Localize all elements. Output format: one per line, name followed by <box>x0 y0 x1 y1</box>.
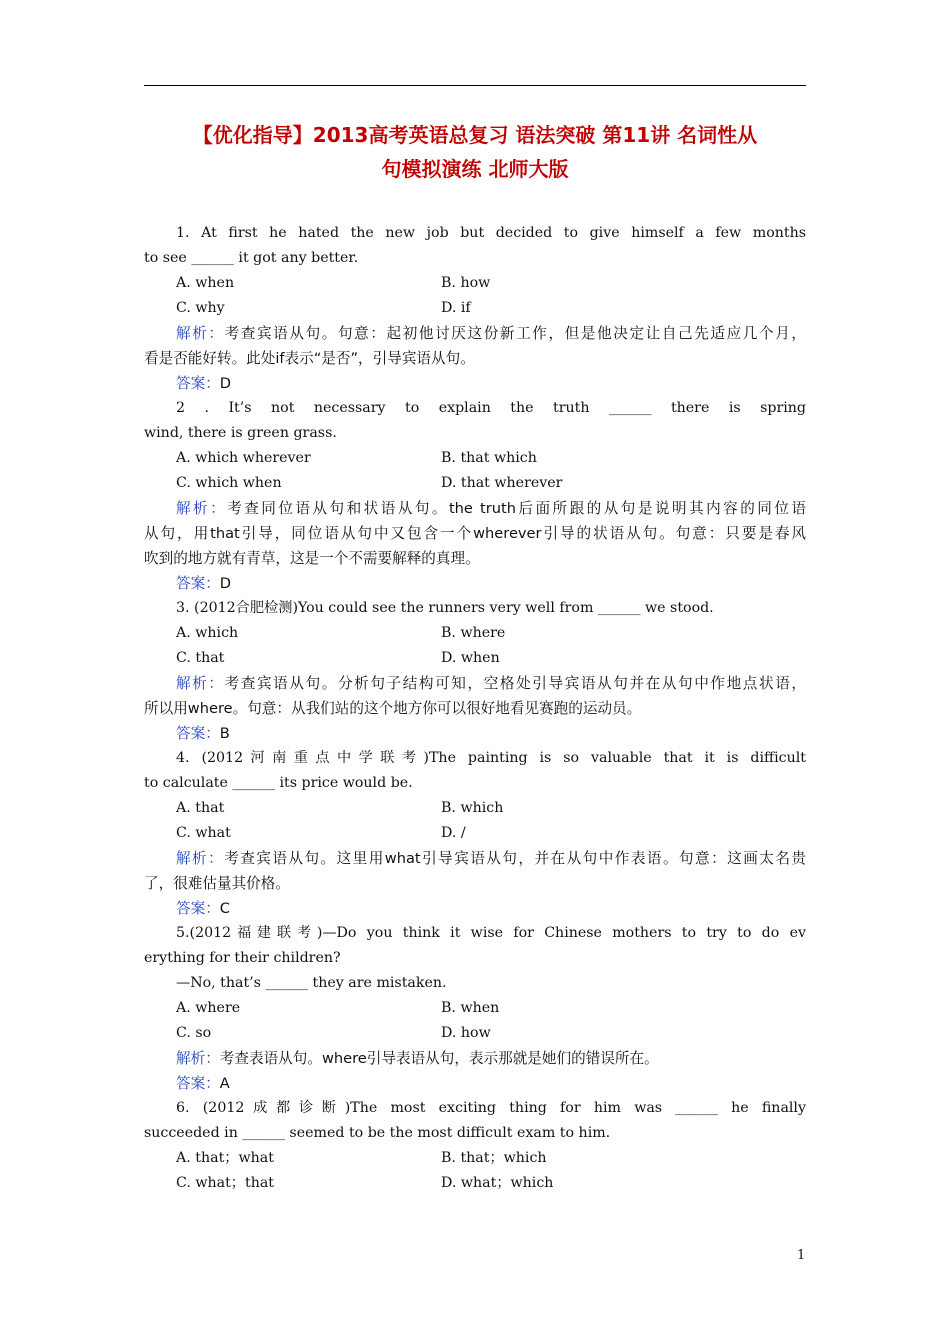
option-row <box>144 296 806 321</box>
answer-value: B <box>219 725 230 742</box>
title-line-1: 【优化指导】2013高考英语总复习 语法突破 第11讲 名词性从 <box>192 123 758 147</box>
option-d: D. / <box>441 825 466 841</box>
question-stem: 3. (2012合肥检测)You could see the runners very well from ______ we stood. <box>176 600 714 616</box>
analysis-text: 考查宾语从句。这里用what引导宾语从句，并在从句中作表语。句意：这画太名贵 <box>224 850 806 867</box>
option-a: A. which wherever <box>176 450 311 466</box>
option-row <box>144 446 806 471</box>
page-number: 1 <box>797 1248 806 1263</box>
header-rule <box>144 85 806 86</box>
answer <box>144 371 806 396</box>
option-b: B. how <box>441 275 491 291</box>
option-b: B. where <box>441 625 506 641</box>
answer-label: 答案： <box>176 900 220 917</box>
option-row <box>144 646 806 671</box>
analysis <box>144 1046 806 1071</box>
option-d: D. when <box>441 650 500 666</box>
question-stem: 4. (2012河南重点中学联考)The painting is so valuable that it is difficult <box>176 750 806 766</box>
question-stem: succeeded in ______ seemed to be the most difficult exam to him. <box>144 1125 611 1141</box>
analysis <box>144 496 806 521</box>
option-c: C. what <box>176 825 231 841</box>
option-c: C. what；that <box>176 1175 274 1191</box>
option-row <box>144 271 806 296</box>
option-row <box>144 1171 806 1196</box>
answer-value: A <box>219 1075 230 1092</box>
option-b: B. that which <box>441 450 537 466</box>
option-d: D. that wherever <box>441 475 563 491</box>
option-row <box>144 1146 806 1171</box>
option-row <box>144 996 806 1021</box>
answer <box>144 1071 806 1096</box>
analysis <box>144 846 806 871</box>
option-b: B. when <box>441 1000 500 1016</box>
option-c: C. why <box>176 300 225 316</box>
question-stem: 6. (2012成都诊断)The most exciting thing for him was ______ he finally <box>176 1100 806 1116</box>
option-b: B. which <box>441 800 504 816</box>
question-stem: 2 . It’s not necessary to explain the truth ______ there is spring <box>176 400 806 416</box>
analysis <box>144 321 806 346</box>
option-a: A. which <box>176 625 239 641</box>
analysis-text: 考查宾语从句。句意：起初他讨厌这份新工作，但是他决定让自己先适应几个月， <box>224 325 806 342</box>
analysis-text: 考查同位语从句和状语从句。the truth后面所跟的从句是说明其内容的同位语 <box>227 500 806 517</box>
analysis-text: 考查宾语从句。分析句子结构可知，空格处引导宾语从句并在从句中作地点状语， <box>224 675 806 692</box>
answer <box>144 571 806 596</box>
analysis-label: 解析： <box>176 1050 220 1067</box>
analysis-label: 解析： <box>176 675 225 692</box>
analysis-label: 解析： <box>176 325 225 342</box>
option-b: B. that；which <box>441 1150 547 1166</box>
option-c: C. that <box>176 650 225 666</box>
answer <box>144 896 806 921</box>
question-list <box>144 221 806 1196</box>
option-a: A. that；what <box>176 1150 274 1166</box>
analysis-text: 考查表语从句。where引导表语从句，表示那就是她们的错误所在。 <box>219 1050 659 1067</box>
question-3 <box>144 596 806 746</box>
answer-label: 答案： <box>176 575 220 592</box>
option-a: A. that <box>176 800 225 816</box>
question-stem: wind, there is green grass. <box>144 425 337 441</box>
question-4 <box>144 746 806 921</box>
option-d: D. how <box>441 1025 491 1041</box>
question-stem: 5.(2012福建联考)—Do you think it wise for Chinese mothers to try to do ev <box>176 925 806 941</box>
option-row <box>144 471 806 496</box>
analysis <box>144 671 806 696</box>
analysis-text: 从句，用that引导，同位语从句中又包含一个wherever引导的状语从句。句意：只要是春风 <box>144 525 806 542</box>
option-d: D. what；which <box>441 1175 554 1191</box>
option-c: C. so <box>176 1025 212 1041</box>
analysis-text: 看是否能好转。此处if表示“是否”，引导宾语从句。 <box>144 350 475 367</box>
answer-value: C <box>219 900 230 917</box>
answer-value: D <box>219 375 232 392</box>
question-stem: erything for their children? <box>144 950 341 966</box>
analysis-text: 吹到的地方就有青草，这是一个不需要解释的真理。 <box>144 550 480 567</box>
answer <box>144 721 806 746</box>
option-a: A. where <box>176 1000 241 1016</box>
option-c: C. which when <box>176 475 282 491</box>
option-row <box>144 796 806 821</box>
question-stem: to calculate ______ its price would be. <box>144 775 413 791</box>
question-stem: —No, that’s ______ they are mistaken. <box>176 975 447 991</box>
analysis-label: 解析： <box>176 850 225 867</box>
option-d: D. if <box>441 300 471 316</box>
option-a: A. when <box>176 275 235 291</box>
question-stem: to see ______ it got any better. <box>144 250 359 266</box>
title-line-2: 句模拟演练 北师大版 <box>381 157 569 181</box>
option-row <box>144 821 806 846</box>
question-5 <box>144 921 806 1096</box>
question-2 <box>144 396 806 596</box>
question-stem: 1. At first he hated the new job but decided to give himself a few months <box>176 225 806 241</box>
analysis-label: 解析： <box>176 500 228 517</box>
option-row <box>144 1021 806 1046</box>
option-row <box>144 621 806 646</box>
question-6 <box>144 1096 806 1196</box>
document-title <box>144 118 806 186</box>
answer-label: 答案： <box>176 1075 220 1092</box>
analysis-text: 所以用where。句意：从我们站的这个地方你可以很好地看见赛跑的运动员。 <box>144 700 642 717</box>
answer-label: 答案： <box>176 725 220 742</box>
answer-label: 答案： <box>176 375 220 392</box>
analysis-text: 了，很难估量其价格。 <box>144 875 290 892</box>
question-1 <box>144 221 806 396</box>
answer-value: D <box>219 575 232 592</box>
